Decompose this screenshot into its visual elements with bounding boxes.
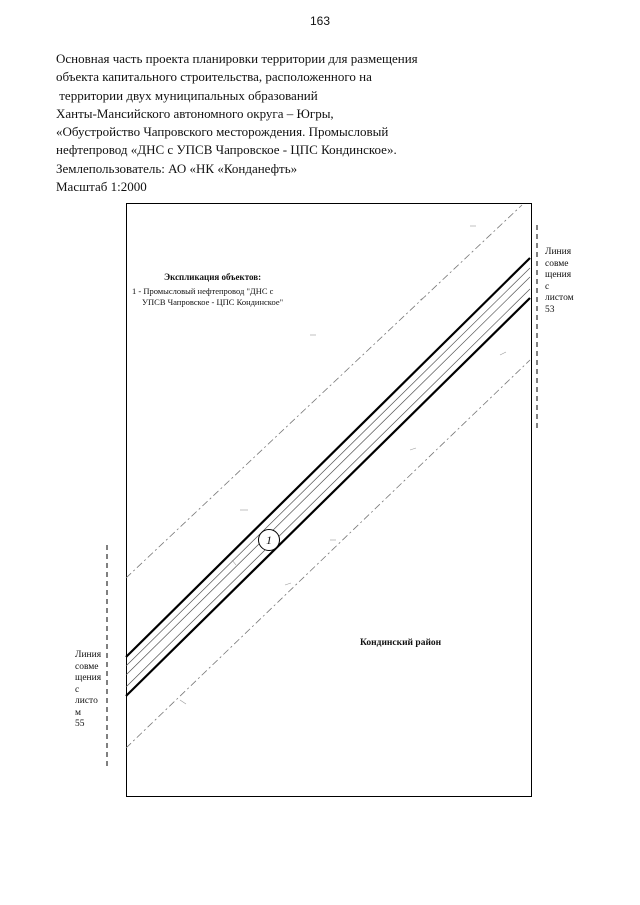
header-line: Ханты-Мансийского автономного округа – Югры, — [56, 105, 334, 121]
header-line: нефтепровод «ДНС с УПСВ Чапровское - ЦПС Кондинское». — [56, 142, 397, 158]
header-line: территории двух муниципальных образований — [56, 87, 318, 103]
district-label: Кондинский район — [360, 638, 442, 648]
scale-label: Масштаб 1:2000 — [56, 179, 147, 195]
note-line: Линия — [545, 247, 572, 257]
inner-line — [126, 268, 530, 666]
note-line: Линия — [75, 650, 102, 660]
note-line: совме — [75, 661, 99, 672]
note-line: листо — [75, 696, 98, 706]
note-line: 55 — [75, 719, 85, 729]
corridor-boundary-upper — [126, 205, 522, 578]
header-line: «Обустройство Чапровского месторождения. Промысловый — [56, 124, 389, 140]
match-line-note-right — [545, 247, 574, 316]
header-line: объекта капитального строительства, расположенного на — [56, 69, 372, 85]
note-line: с — [75, 684, 80, 695]
corridor-line-lower — [126, 298, 530, 696]
legend-item — [132, 286, 283, 308]
page-number: 163 — [309, 14, 331, 28]
legend-item-line: УПСВ Чапровское - ЦПС Кондинское" — [142, 297, 284, 307]
legend-title: Экспликация объектов: — [164, 272, 262, 282]
inner-line — [126, 289, 530, 687]
corridor-boundary-lower — [126, 360, 530, 748]
note-line: м — [75, 707, 82, 718]
object-callout: 1 — [258, 529, 280, 551]
note-line: совме — [545, 258, 569, 269]
header-line: Землепользователь: АО «НК «Конданефть» — [56, 160, 298, 176]
header-line: Основная часть проекта планировки территории для размещения — [56, 51, 418, 66]
note-line: листом — [545, 293, 574, 303]
note-line: щения — [75, 673, 102, 683]
note-line: с — [545, 281, 550, 292]
match-line-note-left — [75, 650, 101, 731]
inner-line — [126, 277, 530, 675]
corridor-line-upper — [126, 258, 530, 657]
note-line: щения — [545, 270, 572, 280]
legend-item-line: 1 - Промысловый нефтепровод "ДНС с — [132, 286, 274, 296]
note-line: 53 — [545, 304, 555, 315]
